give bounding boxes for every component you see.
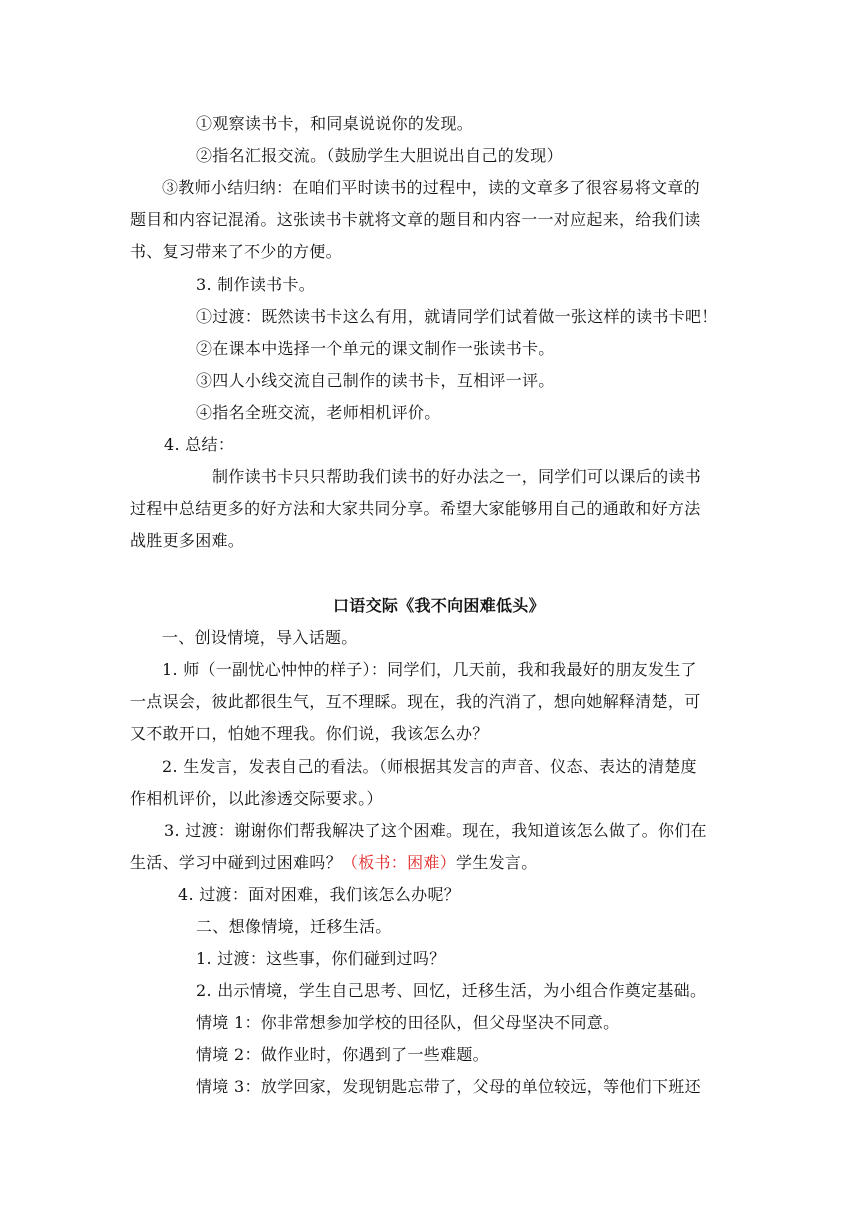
text-line: 2. 出示情境，学生自己思考、回忆，迁移生活，为小组合作奠定基础。 [196, 981, 707, 1000]
text-line: 1. 过渡：这些事，你们碰到过吗？ [196, 949, 446, 968]
text-line: 4. 过渡：面对困难，我们该怎么办呢？ [178, 885, 461, 904]
text-line: 又不敢开口，怕她不理我。你们说，我该怎么办？ [130, 724, 489, 743]
text-line [130, 853, 538, 873]
text-line: ①观察读书卡，和同桌说说你的发现。 [196, 114, 474, 133]
text-line: 3. 制作读书卡。 [196, 275, 316, 294]
text-line: ③教师小结归纳：在咱们平时读书的过程中，读的文章多了很容易将文章的 [162, 178, 700, 197]
board-note: （板书：困难） [341, 853, 457, 872]
section-title: 口语交际《我不向困难低头》 [333, 596, 545, 615]
text-line: 题目和内容记混淆。这张读书卡就将文章的题目和内容一一对应起来，给我们读 [130, 210, 701, 229]
text-line: ②指名汇报交流。（鼓励学生大胆说出自己的发现） [196, 146, 563, 165]
text-line: 书、复习带来了不少的方便。 [130, 242, 342, 261]
text-segment: 生活、学习中碰到过困难吗？ [130, 853, 342, 872]
text-line: 一、创设情境，导入话题。 [162, 628, 358, 647]
text-line: 制作读书卡只只帮助我们读书的好办法之一，同学们可以课后的读书 [212, 467, 702, 486]
text-line: 一点误会，彼此都很生气，互不理睬。现在，我的汽消了，想向她解释清楚，可 [130, 692, 701, 711]
text-line: 4. 总结： [164, 435, 235, 454]
text-line: 作相机评价，以此渗透交际要求。） [130, 789, 383, 808]
text-line: 1. 师（一副忧心忡忡的样子）：同学们，几天前，我和我最好的朋友发生了 [162, 660, 697, 679]
text-line: 战胜更多困难。 [130, 531, 245, 550]
text-line: 2. 生发言，发表自己的看法。（师根据其发言的声音、仪态、表达的清楚度 [162, 757, 697, 776]
text-line: 3. 过渡：谢谢你们帮我解决了这个困难。现在，我知道该怎么做了。你们在 [164, 821, 707, 840]
text-line: ④指名全班交流，老师相机评价。 [196, 403, 441, 422]
text-line: ③四人小线交流自己制作的读书卡，互相评一评。 [196, 371, 555, 390]
text-segment: 学生发言。 [456, 853, 538, 872]
text-line: ②在课本中选择一个单元的课文制作一张读书卡。 [196, 339, 555, 358]
text-line: 情境 1：你非常想参加学校的田径队，但父母坚决不同意。 [196, 1013, 620, 1032]
text-line: 二、想像情境，迁移生活。 [196, 917, 392, 936]
text-line: ①过渡：既然读书卡这么有用，就请同学们试着做一张这样的读书卡吧！ [196, 307, 718, 326]
text-line: 情境 3：放学回家，发现钥匙忘带了，父母的单位较远，等他们下班还 [196, 1077, 701, 1096]
text-line: 情境 2：做作业时，你遇到了一些难题。 [196, 1045, 489, 1064]
text-line: 过程中总结更多的好方法和大家共同分享。希望大家能够用自己的通敢和好方法 [130, 499, 701, 518]
